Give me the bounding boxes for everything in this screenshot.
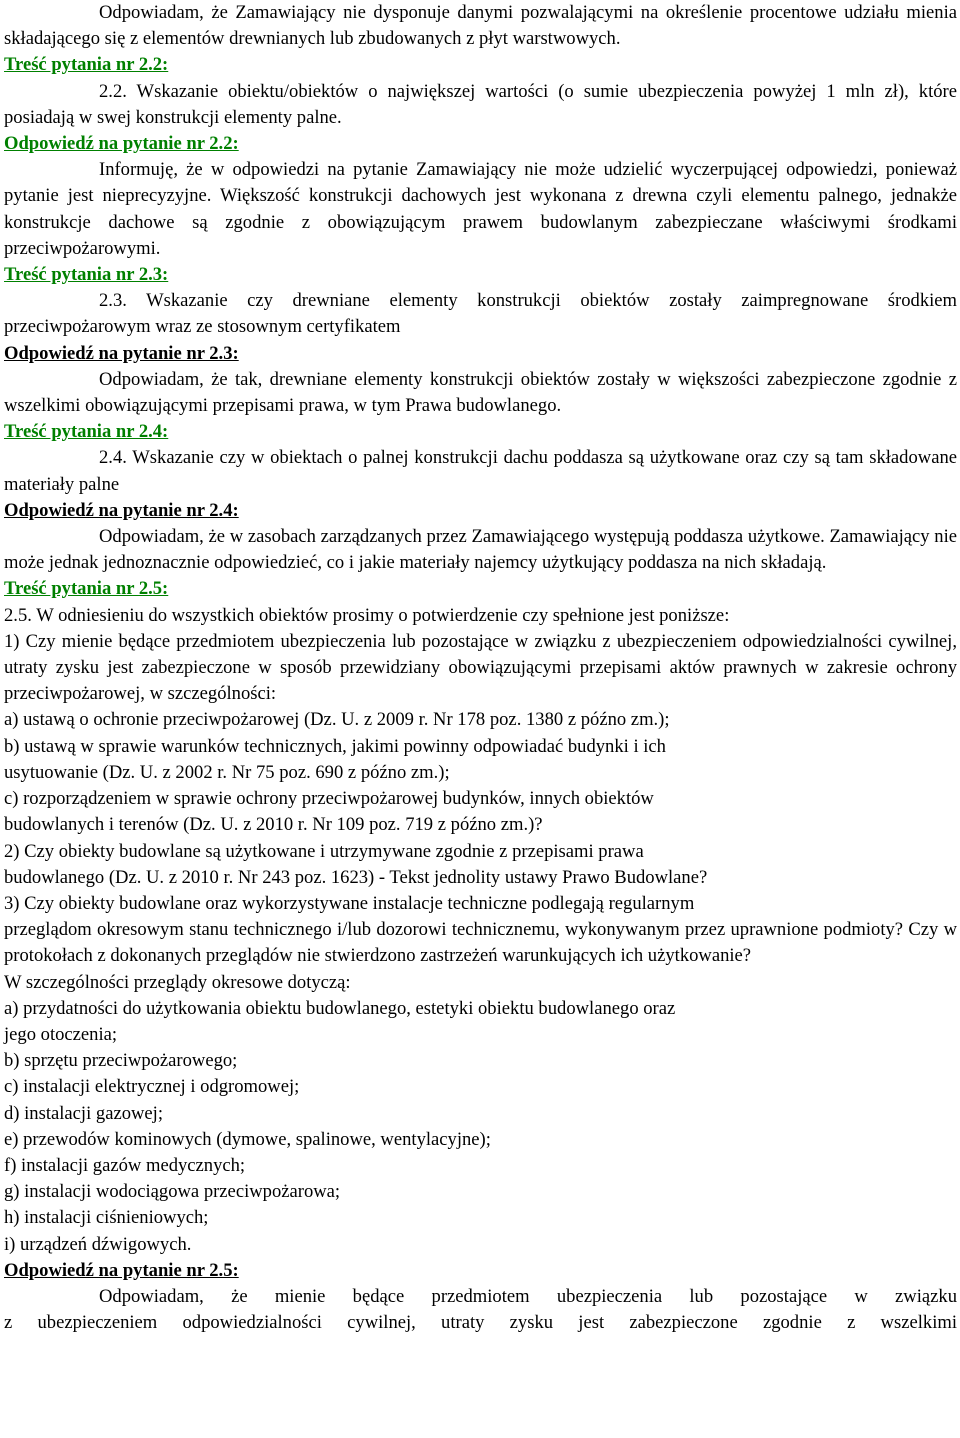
list-item: usytuowanie (Dz. U. z 2002 r. Nr 75 poz. 690 z późno zm.); xyxy=(4,761,450,783)
list-item: 3) Czy obiekty budowlane oraz wykorzystywane instalacje techniczne podlegają regularnym xyxy=(4,892,695,914)
answer-2-4-heading: Odpowiedź na pytanie nr 2.4: xyxy=(4,499,239,521)
inspection-scope-lead: W szczególności przeglądy okresowe dotyczą: xyxy=(4,971,351,993)
list-item: c) rozporządzeniem w sprawie ochrony przeciwpożarowej budynków, innych obiektów xyxy=(4,788,654,810)
answer-2-5-line-2: z ubezpieczeniem odpowiedzialności cywilnej, utraty zysku jest zabezpieczone zgodnie z wszelkimi xyxy=(4,1312,957,1334)
list-item: a) przydatności do użytkowania obiektu budowlanego, estetyki obiektu budowlanego oraz xyxy=(4,997,676,1019)
list-item: b) ustawą w sprawie warunków technicznych, jakimi powinny odpowiadać budynki i ich xyxy=(4,735,666,757)
answer-2-5-heading: Odpowiedź na pytanie nr 2.5: xyxy=(4,1259,239,1281)
document-page xyxy=(4,0,957,1336)
question-2-2-text: 2.2. Wskazanie obiektu/obiektów o największej wartości (o sumie ubezpieczenia powyżej 1 mln zł), które posiadają w swej konstrukcji elementy palne. xyxy=(4,80,957,128)
list-item: h) instalacji ciśnieniowych; xyxy=(4,1207,209,1229)
list-item: c) instalacji elektrycznej i odgromowej; xyxy=(4,1076,300,1098)
question-2-5-lead: 2.5. W odniesieniu do wszystkich obiektów prosimy o potwierdzenie czy spełnione jest poniższe: xyxy=(4,604,730,626)
answer-2-3-heading: Odpowiedź na pytanie nr 2.3: xyxy=(4,342,239,364)
list-item: budowlanego (Dz. U. z 2010 r. Nr 243 poz. 1623) - Tekst jednolity ustawy Prawo Budowlane? xyxy=(4,866,708,888)
list-item: i) urządzeń dźwigowych. xyxy=(4,1233,192,1255)
list-item: e) przewodów kominowych (dymowe, spalinowe, wentylacyjne); xyxy=(4,1128,491,1150)
answer-2-3-text: Odpowiadam, że tak, drewniane elementy konstrukcji obiektów zostały w większości zabezpieczone zgodnie z wszelkimi obowiązującymi przepisami prawa, w tym Prawa budowlanego. xyxy=(4,368,957,417)
list-item: f) instalacji gazów medycznych; xyxy=(4,1154,246,1176)
question-2-3-text: 2.3. Wskazanie czy drewniane elementy konstrukcji obiektów zostały zaimpregnowane środkiem przeciwpożarowym wraz ze stosownym certyfikatem xyxy=(4,290,957,338)
answer-2-5-line-1: Odpowiadam, że mienie będące przedmiotem ubezpieczenia lub pozostające w związku xyxy=(99,1285,957,1307)
answer-2-4-text: Odpowiadam, że w zasobach zarządzanych przez Zamawiającego występują poddasza użytkowe. Zamawiający nie może jednak jednoznacznie odpowiedzieć, co i jakie materiały najemcy użytkujący poddasza na nich składają. xyxy=(4,526,957,574)
inspection-scope-list xyxy=(4,970,957,1258)
list-item: g) instalacji wodociągowa przeciwpożarowa; xyxy=(4,1181,341,1203)
question-2-2-heading: Treść pytania nr 2.2: xyxy=(4,54,169,76)
list-item: budowlanych i terenów (Dz. U. z 2010 r. Nr 109 poz. 719 z późno zm.)? xyxy=(4,814,543,836)
list-item: jego otoczenia; xyxy=(4,1023,118,1045)
list-item: 2) Czy obiekty budowlane są użytkowane i utrzymywane zgodnie z przepisami prawa xyxy=(4,840,644,862)
list-item: d) instalacji gazowej; xyxy=(4,1102,164,1124)
list-item: a) ustawą o ochronie przeciwpożarowej (Dz. U. z 2009 r. Nr 178 poz. 1380 z późno zm.); xyxy=(4,709,670,731)
intro-answer-text: Odpowiadam, że Zamawiający nie dysponuje danymi pozwalającymi na określenie procentowe udziału mienia składającego się z elementów drewnianych lub zbudowanych z płyt warstwowych. xyxy=(4,2,957,50)
question-2-5-item-1: 1) Czy mienie będące przedmiotem ubezpieczenia lub pozostające w związku z ubezpieczeniem odpowiedzialności cywilnej, utraty zysku jest zabezpieczone w sposób przewidziany obowiązującymi przepisami aktów prawnych w zakresie ochrony przeciwpożarowej, w szczególności: xyxy=(4,630,957,705)
list-item: b) sprzętu przeciwpożarowego; xyxy=(4,1050,238,1072)
question-2-4-heading: Treść pytania nr 2.4: xyxy=(4,421,169,443)
question-2-3-heading: Treść pytania nr 2.3: xyxy=(4,264,169,286)
answer-2-2-heading: Odpowiedź na pytanie nr 2.2: xyxy=(4,133,239,155)
question-2-5-heading: Treść pytania nr 2.5: xyxy=(4,578,169,600)
question-2-4-text: 2.4. Wskazanie czy w obiektach o palnej konstrukcji dachu poddasza są użytkowane oraz czy są tam składowane materiały palne xyxy=(4,447,957,495)
question-2-5-item-3-continued: przeglądom okresowym stanu technicznego i/lub dozorowi technicznemu, wykonywanym przez uprawnione podmioty? Czy w protokołach z dokonanych przeglądów nie stwierdzono zastrzeżeń warunkujących ich użytkowanie? xyxy=(4,919,957,967)
answer-2-2-text: Informuję, że w odpowiedzi na pytanie Zamawiający nie może udzielić wyczerpującej odpowiedzi, ponieważ pytanie jest nieprecyzyjne. Większość konstrukcji dachowych jest wykonana z drewna czyli elementu palnego, jednakże konstrukcje dachowe są zgodnie z obowiązującym prawem budowlanym zabezpieczane właściwymi środkami przeciwpożarowymi. xyxy=(4,159,957,259)
question-2-5-item-1-sublist xyxy=(4,707,957,917)
